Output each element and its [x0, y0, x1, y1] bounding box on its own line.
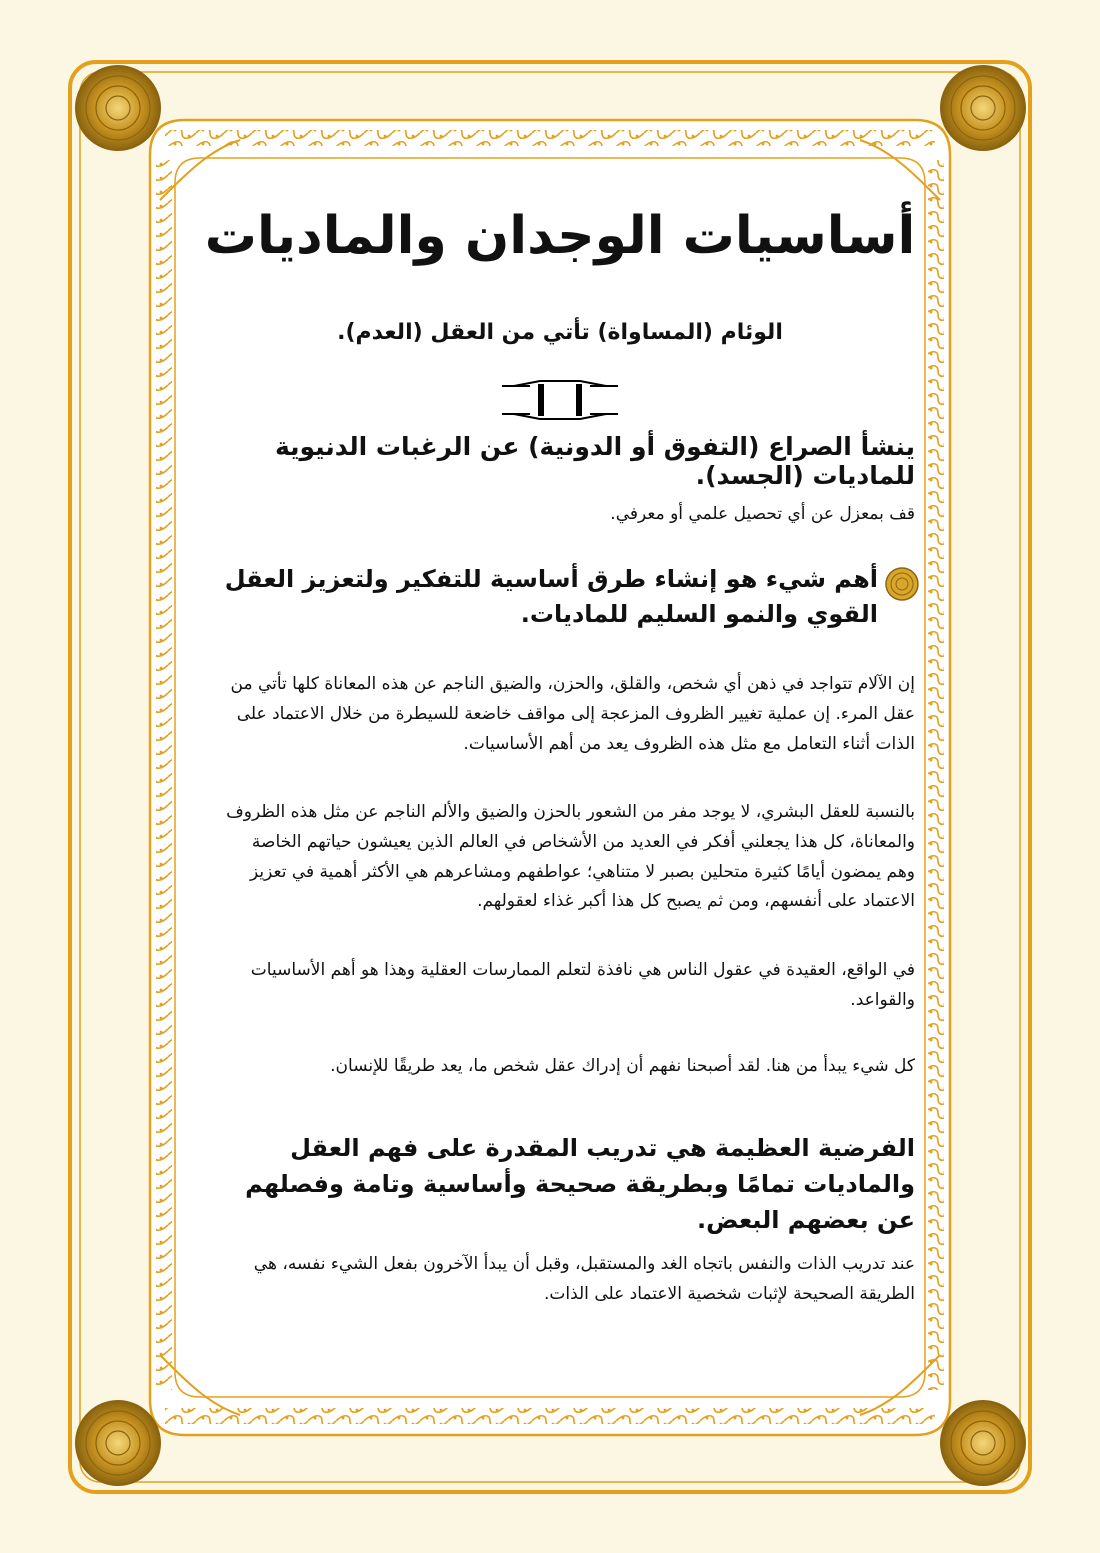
note-text: قف بمعزل عن أي تحصيل علمي أو معرفي. [610, 504, 915, 524]
last-paragraph: عند تدريب الذات والنفس باتجاه الغد والمستقبل، وقبل أن يبدأ الآخرون بفعل الشيء نفسه، هي الطريقة الصحيحة لإثبات شخصية الاعتماد على الذات. [253, 1254, 915, 1304]
bracket-ornament-icon [500, 380, 620, 420]
gold-disc-bullet-icon [884, 566, 920, 602]
page-title: أساسيات الوجدان والماديات [204, 206, 916, 266]
section-heading: ينشأ الصراع (التفوق أو الدونية) عن الرغبات الدنيوية للماديات (الجسد). [274, 432, 915, 490]
bold-paragraph: الفرضية العظيمة هي تدريب المقدرة على فهم العقل والماديات تمامًا وبطريقة صحيحة وأساسية وتامة وفصلهم عن بعضهم البعض. [245, 1134, 915, 1234]
bullet-heading [208, 562, 920, 632]
paragraph-3: في الواقع، العقيدة في عقول الناس هي نافذة لتعلم الممارسات العقلية وهذا هو أهم الأساسيات والقواعد. [250, 960, 915, 1010]
subtitle: الوئام (المساواة) تأتي من العقل (العدم). [337, 320, 783, 345]
bullet-heading-text: أهم شيء هو إنشاء طرق أساسية للتفكير ولتعزيز العقل القوي والنمو السليم للماديات. [224, 565, 878, 628]
paragraph-2: بالنسبة للعقل البشري، لا يوجد مفر من الشعور بالحزن والضيق والألم الناجم عن مثل هذه الظروف والمعاناة، كل هذا يجعلني أفكر في العديد من الأشخاص في العالم الذين يعيشون حياتهم الخاصة وهم يمضون أيامًا كثيرة متحلين بصبر لا متناهي؛ عواطفهم ومشاعرهم هي الأكثر أهمية في تعزيز الاعتماد على أنفسهم، ومن ثم يصبح كل هذا أكبر غذاء لعقولهم. [226, 802, 915, 912]
gold-concentric-disc-icon [76, 66, 160, 150]
paragraph-4: كل شيء يبدأ من هنا. لقد أصبحنا نفهم أن إدراك عقل شخص ما، يعد طريقًا للإنسان. [330, 1056, 915, 1076]
paragraph-1: إن الآلام تتواجد في ذهن أي شخص، والقلق، والحزن، والضيق الناجم عن هذه المعاناة كلها تأتي من عقل المرء. إن عملية تغيير الظروف المزعجة إلى مواقف خاضعة للسيطرة من خلال الاعتماد على الذات أثناء التعامل مع مثل هذه الظروف يعد من أهم الأساسيات. [230, 674, 915, 754]
document-content [200, 180, 920, 1440]
